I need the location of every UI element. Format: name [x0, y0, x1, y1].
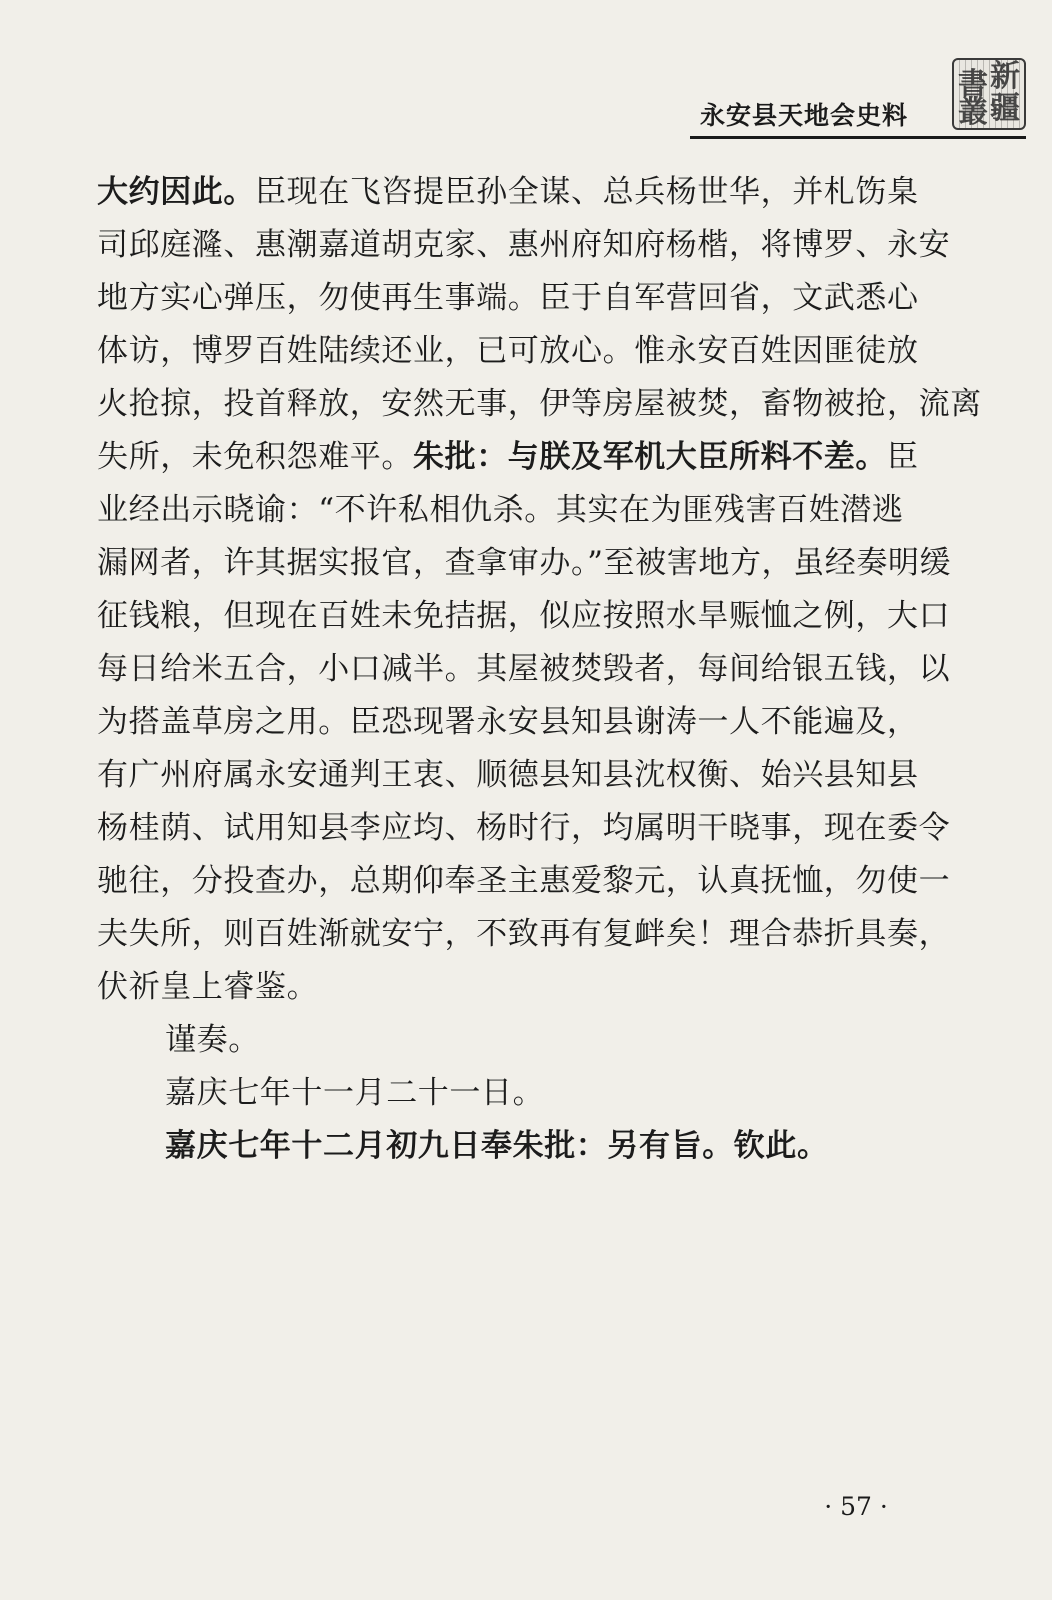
emphasis-run: 大约因此。: [97, 174, 255, 210]
emphasis-run: 朱批：与朕及军机大臣所料不差。: [413, 439, 887, 475]
text-line: [97, 272, 929, 325]
text-run: 有广州府属永安通判王衷、顺德县知县沈权衡、始兴县知县: [97, 757, 919, 793]
series-seal-logo: [952, 58, 1026, 130]
text-run: 业经出示晓谕：“不许私相仇杀。其实在为匪残害百姓潜逃: [97, 492, 904, 528]
text-line: [97, 484, 929, 537]
text-run: 失所，未免积怨难平。: [97, 439, 413, 475]
page-number: · 57 ·: [824, 1492, 888, 1521]
text-run: 驰往，分投查办，总期仰奉圣主惠爱黎元，认真抚恤，勿使一: [97, 863, 951, 899]
memorial-body: [97, 166, 982, 1173]
text-run: 夫失所，则百姓渐就安宁，不致再有复衅矣！理合恭折具奏，: [97, 916, 951, 952]
body-paragraph: [97, 166, 982, 1014]
text-line: [97, 378, 982, 431]
text-line: [97, 749, 929, 802]
seal-glyph: 書: [958, 67, 988, 102]
text-line: [97, 590, 951, 643]
text-line: [97, 643, 951, 696]
text-line: [97, 961, 929, 1014]
text-run: 每日给米五合，小口减半。其屋被焚毁者，每间给银五钱，以: [97, 651, 951, 687]
text-run: 伏祈皇上睿鉴。: [97, 969, 319, 1005]
running-title: 永安县天地会史料: [700, 101, 909, 130]
text-run: 火抢掠，投首释放，安然无事，伊等房屋被焚，畜物被抢，流离: [97, 386, 982, 422]
text-line: [97, 802, 951, 855]
text-line: [97, 908, 951, 961]
text-run: 臣现在飞咨提臣孙全谋、总兵杨世华，并札饬臬: [255, 174, 919, 210]
date-line: 嘉庆七年十一月二十一日。: [165, 1075, 545, 1111]
text-line: [97, 855, 951, 908]
text-run: 臣: [887, 439, 919, 475]
closing-line: 谨奏。: [165, 1022, 260, 1058]
text-line: [97, 696, 929, 749]
rescript-line: 嘉庆七年十二月初九日奉朱批：另有旨。钦此。: [165, 1128, 829, 1164]
seal-glyph: 叢: [958, 95, 988, 130]
text-run: 征钱粮，但现在百姓未免拮据，似应按照水旱赈恤之例，大口: [97, 598, 951, 634]
seal-glyph: 疆: [990, 91, 1020, 126]
text-run: 体访，博罗百姓陆续还业，已可放心。惟永安百姓因匪徒放: [97, 333, 919, 369]
text-run: 漏网者，许其据实报官，查拿审办。”至被害地方，虽经奏明缓: [97, 545, 952, 581]
seal-glyph: 新: [990, 59, 1020, 94]
text-line: [97, 166, 929, 219]
text-run: 司邱庭漋、惠潮嘉道胡克家、惠州府知府杨楷，将博罗、永安: [97, 227, 951, 263]
text-line: [97, 431, 929, 484]
header-rule: [690, 136, 1026, 139]
text-run: 为搭盖草房之用。臣恐现署永安县知县谢涛一人不能遍及，: [97, 704, 919, 740]
text-line: [97, 325, 929, 378]
text-line: [97, 219, 951, 272]
text-line: [97, 537, 952, 590]
text-run: 杨桂荫、试用知县李应均、杨时行，均属明干晓事，现在委令: [97, 810, 951, 846]
text-run: 地方实心弹压，勿使再生事端。臣于自军营回省，文武悉心: [97, 280, 919, 316]
